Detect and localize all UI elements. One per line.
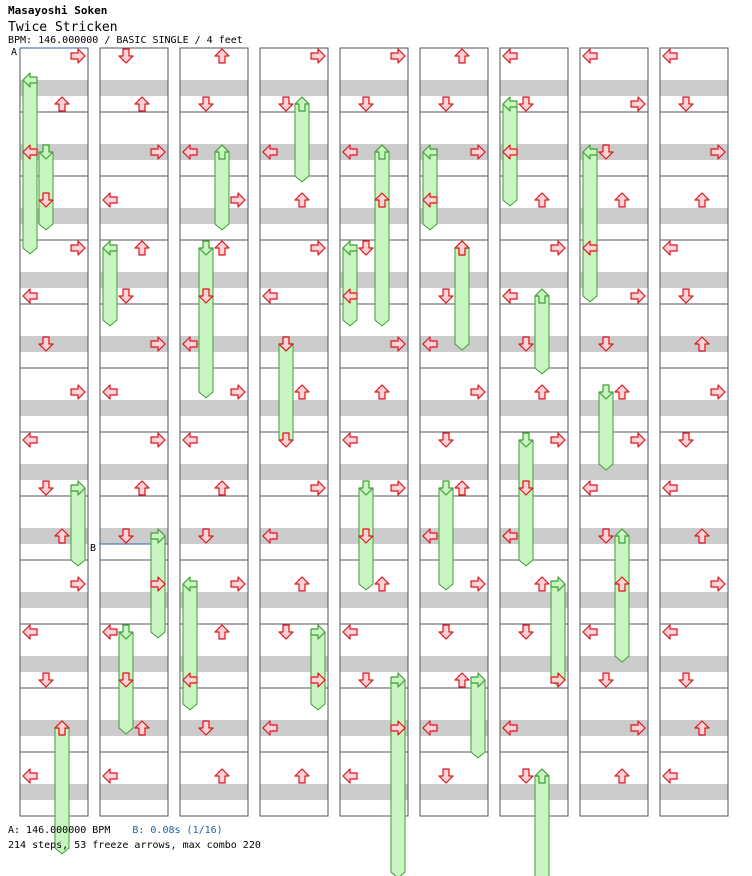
arrow-up-icon <box>215 49 229 63</box>
stripe <box>660 208 728 224</box>
arrow-down-icon <box>439 625 453 639</box>
arrow-up-icon <box>375 577 389 591</box>
freeze-arrow <box>199 248 213 398</box>
stripe <box>340 80 408 96</box>
arrow-down-icon <box>679 433 693 447</box>
freeze-arrow <box>23 80 37 254</box>
freeze-arrow <box>599 392 613 470</box>
arrow-right-icon <box>631 433 645 447</box>
stripe <box>580 656 648 672</box>
stripe <box>660 528 728 544</box>
freeze-arrow <box>103 248 117 326</box>
arrow-down-icon <box>439 289 453 303</box>
arrow-right-icon <box>71 241 85 255</box>
arrow-right-icon <box>71 385 85 399</box>
arrow-up-icon <box>375 385 389 399</box>
stripe <box>20 272 88 288</box>
stripe <box>340 528 408 544</box>
bpm-a-label: A: 146.000000 BPM <box>8 825 111 836</box>
arrow-down-icon <box>679 289 693 303</box>
stripe <box>660 656 728 672</box>
arrow-right-icon <box>311 241 325 255</box>
arrow-up-icon <box>695 193 709 207</box>
stripe <box>260 592 328 608</box>
freeze-arrow <box>295 104 309 182</box>
stripe <box>500 784 568 800</box>
stripe <box>660 336 728 352</box>
stripe <box>340 464 408 480</box>
arrow-right-icon <box>631 289 645 303</box>
stripe <box>420 784 488 800</box>
arrow-up-icon <box>55 97 69 111</box>
stripe <box>420 656 488 672</box>
stripe <box>180 208 248 224</box>
footer-stats: 214 steps, 53 freeze arrows, max combo 220 <box>8 840 261 851</box>
freeze-arrow <box>39 152 53 230</box>
stripe <box>20 720 88 736</box>
stripe <box>180 80 248 96</box>
stripe <box>100 656 168 672</box>
arrow-down-icon <box>439 769 453 783</box>
arrow-right-icon <box>151 433 165 447</box>
stripe <box>260 272 328 288</box>
arrow-up-icon <box>455 481 469 495</box>
freeze-arrow <box>439 488 453 590</box>
marker-b: B <box>90 543 97 554</box>
arrow-right-icon <box>311 49 325 63</box>
arrow-down-icon <box>119 49 133 63</box>
arrow-up-icon <box>215 481 229 495</box>
stripe <box>100 784 168 800</box>
arrow-left-icon <box>23 769 37 783</box>
stripe <box>580 400 648 416</box>
arrow-left-icon <box>663 625 677 639</box>
stripe <box>260 464 328 480</box>
stripe <box>580 80 648 96</box>
arrow-down-icon <box>679 97 693 111</box>
stripe <box>180 464 248 480</box>
arrow-left-icon <box>663 769 677 783</box>
arrow-up-icon <box>295 769 309 783</box>
arrow-left-icon <box>23 289 37 303</box>
freeze-arrow <box>423 152 437 230</box>
arrow-up-icon <box>215 769 229 783</box>
stripe <box>180 528 248 544</box>
arrow-up-icon <box>295 577 309 591</box>
arrow-right-icon <box>551 433 565 447</box>
stripe <box>180 272 248 288</box>
stripe <box>660 464 728 480</box>
arrow-up-icon <box>295 385 309 399</box>
stripe <box>340 208 408 224</box>
freeze-arrow <box>183 584 197 710</box>
arrow-up-icon <box>535 577 549 591</box>
freeze-arrow <box>535 296 549 374</box>
stripe <box>420 592 488 608</box>
arrow-down-icon <box>519 625 533 639</box>
freeze-arrow <box>391 680 405 876</box>
stripe <box>500 80 568 96</box>
arrow-up-icon <box>455 49 469 63</box>
arrow-right-icon <box>711 577 725 591</box>
artist-name: Masayoshi Soken <box>8 4 108 17</box>
footer-bpm <box>8 825 223 836</box>
stripe <box>660 720 728 736</box>
arrow-down-icon <box>39 481 53 495</box>
song-title: Twice Stricken <box>8 20 118 35</box>
stripe <box>500 336 568 352</box>
stripe <box>500 464 568 480</box>
arrow-up-icon <box>455 673 469 687</box>
arrow-right-icon <box>471 385 485 399</box>
arrow-left-icon <box>503 49 517 63</box>
stripe <box>580 592 648 608</box>
freeze-arrow <box>583 152 597 302</box>
freeze-arrow <box>215 152 229 230</box>
stripe <box>660 784 728 800</box>
stripe <box>420 400 488 416</box>
arrow-left-icon <box>23 625 37 639</box>
bpm-b-label: B: 0.08s (1/16) <box>132 825 223 836</box>
arrow-right-icon <box>71 577 85 591</box>
stripe <box>100 80 168 96</box>
arrow-right-icon <box>471 577 485 591</box>
arrow-left-icon <box>583 481 597 495</box>
arrow-right-icon <box>391 481 405 495</box>
stripe <box>420 464 488 480</box>
arrow-up-icon <box>135 241 149 255</box>
freeze-arrow <box>343 248 357 326</box>
arrow-down-icon <box>439 433 453 447</box>
freeze-arrow <box>455 248 469 350</box>
freeze-arrow <box>535 776 549 876</box>
stripe <box>20 592 88 608</box>
arrow-left-icon <box>343 625 357 639</box>
arrow-down-icon <box>119 289 133 303</box>
arrow-down-icon <box>359 97 373 111</box>
stripe <box>260 208 328 224</box>
stripe <box>660 80 728 96</box>
stripe <box>20 400 88 416</box>
arrow-left-icon <box>343 769 357 783</box>
arrow-left-icon <box>663 49 677 63</box>
stripe <box>340 592 408 608</box>
arrow-left-icon <box>263 289 277 303</box>
stripe <box>260 80 328 96</box>
arrow-down-icon <box>679 673 693 687</box>
arrow-up-icon <box>535 193 549 207</box>
arrow-left-icon <box>183 433 197 447</box>
arrow-down-icon <box>519 97 533 111</box>
arrow-up-icon <box>135 481 149 495</box>
stripe <box>180 400 248 416</box>
freeze-arrow <box>279 344 293 446</box>
arrow-down-icon <box>519 769 533 783</box>
arrow-right-icon <box>391 49 405 63</box>
arrow-down-icon <box>359 673 373 687</box>
stripe <box>580 528 648 544</box>
arrow-down-icon <box>199 97 213 111</box>
stripe <box>660 592 728 608</box>
stripe <box>340 400 408 416</box>
arrow-up-icon <box>615 193 629 207</box>
stripe <box>420 80 488 96</box>
arrow-right-icon <box>711 385 725 399</box>
marker-a: A <box>11 47 18 58</box>
arrow-left-icon <box>103 769 117 783</box>
arrow-left-icon <box>103 625 117 639</box>
stripe <box>580 464 648 480</box>
arrow-down-icon <box>279 625 293 639</box>
freeze-arrow <box>615 536 629 662</box>
arrow-up-icon <box>215 241 229 255</box>
stripe <box>500 400 568 416</box>
stripe <box>500 208 568 224</box>
stripe <box>340 656 408 672</box>
stripe <box>580 784 648 800</box>
arrow-right-icon <box>71 49 85 63</box>
chart-info: BPM: 146.000000 / BASIC SINGLE / 4 feet <box>8 35 243 46</box>
arrow-down-icon <box>599 673 613 687</box>
stripe <box>100 400 168 416</box>
stripe <box>260 784 328 800</box>
arrow-right-icon <box>231 385 245 399</box>
arrow-left-icon <box>503 289 517 303</box>
arrow-left-icon <box>103 193 117 207</box>
arrow-up-icon <box>215 625 229 639</box>
arrow-down-icon <box>439 97 453 111</box>
freeze-arrow <box>375 152 389 326</box>
stripe <box>580 336 648 352</box>
stripe <box>100 208 168 224</box>
stripe <box>660 400 728 416</box>
stripe <box>100 464 168 480</box>
arrow-left-icon <box>583 625 597 639</box>
arrow-left-icon <box>343 433 357 447</box>
stripe <box>20 336 88 352</box>
stripe <box>660 272 728 288</box>
stripe <box>260 336 328 352</box>
stripe <box>20 784 88 800</box>
freeze-arrow <box>311 632 325 710</box>
stripe <box>500 272 568 288</box>
chart-column <box>100 48 168 816</box>
arrow-up-icon <box>615 385 629 399</box>
arrow-right-icon <box>631 97 645 111</box>
arrow-up-icon <box>135 97 149 111</box>
arrow-left-icon <box>663 481 677 495</box>
arrow-left-icon <box>663 241 677 255</box>
arrow-right-icon <box>231 577 245 591</box>
arrow-up-icon <box>615 769 629 783</box>
arrow-up-icon <box>535 385 549 399</box>
arrow-down-icon <box>359 241 373 255</box>
arrow-left-icon <box>583 49 597 63</box>
stripe <box>180 720 248 736</box>
chart-column <box>660 48 728 816</box>
stripe <box>100 720 168 736</box>
stripe <box>420 272 488 288</box>
freeze-arrow <box>71 488 85 566</box>
stripe <box>260 400 328 416</box>
stripe <box>20 464 88 480</box>
arrow-right-icon <box>231 193 245 207</box>
arrow-up-icon <box>295 193 309 207</box>
arrow-right-icon <box>311 481 325 495</box>
arrow-down-icon <box>39 673 53 687</box>
freeze-arrow <box>471 680 485 758</box>
freeze-arrow <box>519 440 533 566</box>
stripe <box>20 656 88 672</box>
arrow-right-icon <box>551 241 565 255</box>
arrow-left-icon <box>23 433 37 447</box>
arrow-down-icon <box>279 97 293 111</box>
stripe <box>180 784 248 800</box>
freeze-arrow <box>551 584 565 686</box>
arrow-left-icon <box>103 385 117 399</box>
